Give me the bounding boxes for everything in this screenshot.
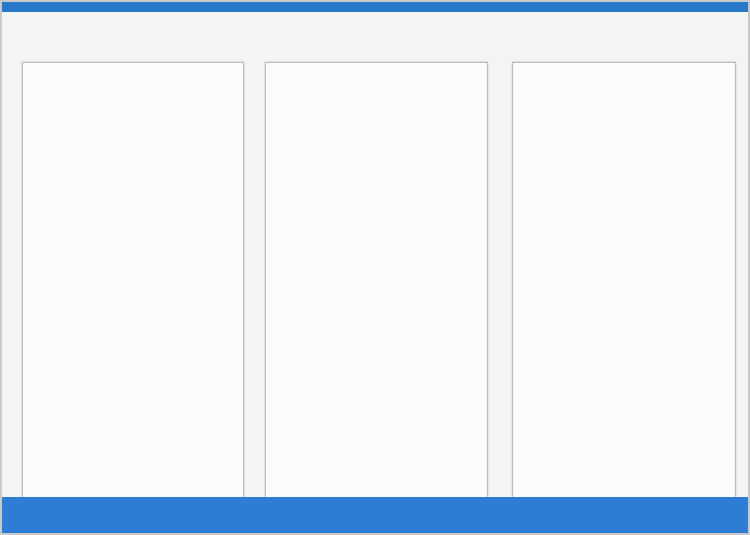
poster xyxy=(2,2,748,533)
slogan-bar xyxy=(2,497,748,533)
sheet-party-village-affairs xyxy=(22,62,244,500)
sheet-public-services xyxy=(265,62,488,500)
sheet-government-affairs xyxy=(512,62,736,500)
top-bar xyxy=(2,2,748,12)
